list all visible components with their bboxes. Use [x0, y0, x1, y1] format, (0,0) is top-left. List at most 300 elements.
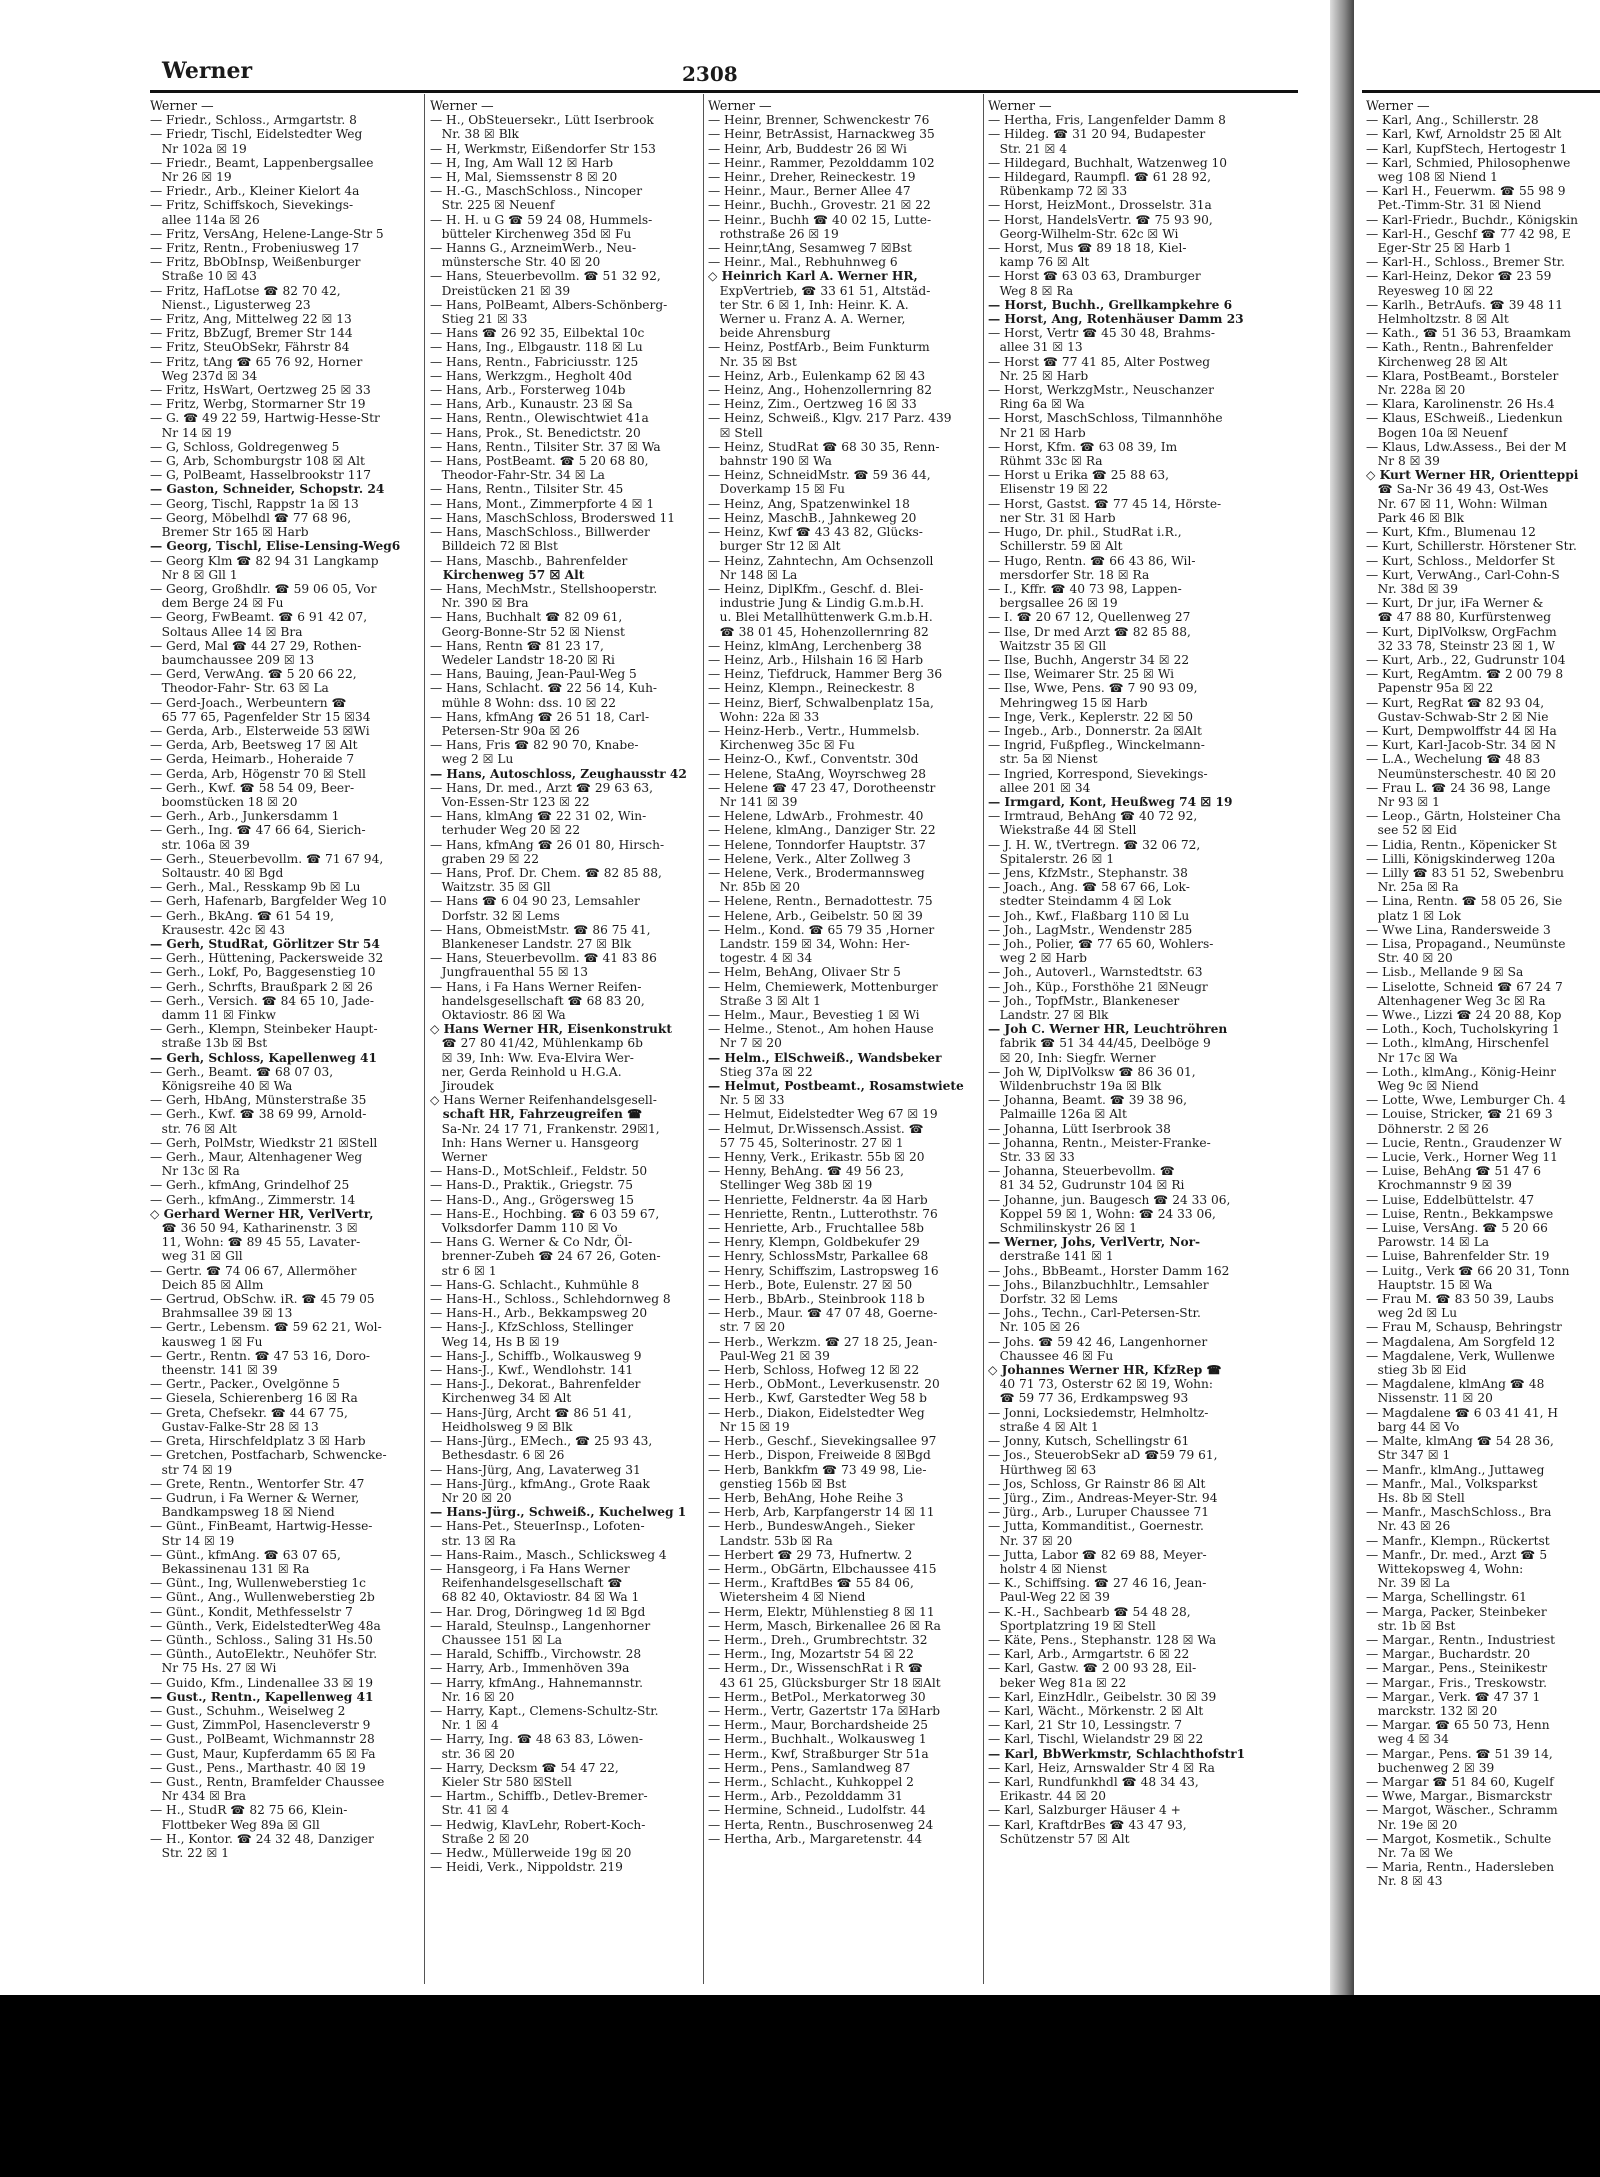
directory-entry: Königsreihe 40 ☒ Wa [150, 1079, 293, 1094]
directory-entry: Nr 93 ☒ 1 [1366, 794, 1440, 809]
directory-entry: — Joh W, DiplVolksw ☎ 86 36 01, [988, 1064, 1196, 1079]
directory-entry: — Friedr., Beamt, Lappenbergsallee [150, 155, 374, 170]
directory-entry: — Hedwig, KlavLehr, Robert-Koch- [430, 1817, 646, 1832]
directory-entry: — Heinz-Herb., Vertr., Hummelsb. [708, 723, 920, 738]
directory-entry: — Gust., PolBeamt, Wichmannstr 28 [150, 1732, 375, 1747]
directory-entry: — Herb, BehAng, Hohe Reihe 3 [708, 1490, 904, 1505]
directory-entry: — Horst, HandelsVertr. ☎ 75 93 90, [988, 212, 1213, 227]
directory-entry: — Heinz, Kwf ☎ 43 43 82, Glücks- [708, 525, 923, 540]
directory-entry: Eger-Str 25 ☒ Harb 1 [1366, 241, 1512, 256]
directory-entry: ☎ 38 01 45, Hohenzollernring 82 [708, 624, 929, 639]
directory-entry: — Fritz, Schiffskoch, Sievekings- [150, 198, 354, 213]
directory-entry: — K., Schiffsing. ☎ 27 46 16, Jean- [988, 1576, 1207, 1591]
directory-entry: weg 4 ☒ 34 [1366, 1732, 1449, 1747]
directory-entry: münstersche Str. 40 ☒ 20 [430, 255, 601, 270]
directory-entry: Nr. 85b ☒ 20 [708, 880, 801, 895]
directory-entry: — Gerh, PolMstr, Wiedkstr 21 ☒Stell [150, 1135, 378, 1150]
directory-entry: ter Str. 6 ☒ 1, Inh: Heinr. K. A. [708, 297, 909, 312]
directory-entry: — Herb., Maur. ☎ 47 07 48, Goerne- [708, 1306, 938, 1321]
directory-entry: Nr 7 ☒ 20 [708, 1036, 782, 1051]
directory-entry: — Johs., Bilanzbuchhltr., Lemsahler [988, 1277, 1209, 1292]
directory-entry: — Manfr., Dr. med., Arzt ☎ 5 [1366, 1547, 1548, 1562]
directory-entry: — Hans, Fris ☎ 82 90 70, Knabe- [430, 738, 639, 753]
directory-entry: straße 13b ☒ Bst [150, 1036, 268, 1051]
directory-entry: — H., StudR ☎ 82 75 66, Klein- [150, 1803, 348, 1818]
directory-entry: str. 36 ☒ 20 [430, 1746, 515, 1761]
directory-entry: — Gerh, Hafenarb, Bargfelder Weg 10 [150, 894, 387, 909]
directory-entry: Gustav-Schwab-Str 2 ☒ Nie [1366, 709, 1549, 724]
directory-entry: — Johanna, Lütt Iserbrook 38 [988, 1121, 1171, 1136]
directory-entry: — Heinz-O., Kwf., Conventstr. 30d [708, 752, 919, 767]
directory-entry: — Kurt, Arb., 22, Gudrunstr 104 [1366, 652, 1566, 667]
directory-entry: stedter Steindamm 4 ☒ Lok [988, 894, 1172, 909]
directory-entry: — Gerd-Joach., Werbeuntern ☎ [150, 695, 347, 710]
column-head: Werner — [988, 99, 1052, 113]
directory-entry: — Wwe Lina, Randersweide 3 [1366, 922, 1551, 937]
directory-entry: — Herm, Masch, Birkenallee 26 ☒ Ra [708, 1618, 941, 1633]
directory-entry: Nr. 16 ☒ 20 [430, 1689, 515, 1704]
directory-entry: — H. H. u G ☎ 59 24 08, Hummels- [430, 212, 653, 227]
directory-entry: — Klaus, Ldw.Assess., Bei der M [1366, 439, 1567, 454]
directory-entry: Kirchenweg 35c ☒ Fu [708, 738, 855, 753]
directory-entry: — Gerda, Arb, Högenstr 70 ☒ Stell [150, 766, 366, 781]
directory-entry: Nr. 1 ☒ 4 [430, 1718, 499, 1733]
directory-entry: Hauptstr. 15 ☒ Wa [1366, 1277, 1493, 1292]
directory-entry: — Kurt, Dr jur, iFa Werner & [1366, 596, 1544, 611]
directory-entry: — Gerh., kfmAng., Zimmerstr. 14 [150, 1192, 356, 1207]
directory-entry: — Helene, LdwArb., Frohmestr. 40 [708, 809, 924, 824]
directory-entry: ner Str. 31 ☒ Harb [988, 510, 1116, 525]
directory-entry: — Ingried, Korrespond, Sievekings- [988, 766, 1208, 781]
directory-entry: handelsgesellschaft ☎ 68 83 20, [430, 993, 645, 1008]
directory-entry: — Hans, MechMstr., Stellshooperstr. [430, 581, 658, 596]
directory-entry: — Lisa, Propagand., Neumünste [1366, 936, 1566, 951]
directory-entry: — Georg, FwBeamt. ☎ 6 91 42 07, [150, 610, 368, 625]
directory-entry: allee 201 ☒ 34 [988, 780, 1091, 795]
column-divider [703, 94, 704, 1984]
directory-entry: — Magdalene, Verk, Wullenwe [1366, 1348, 1555, 1363]
directory-entry: — Hans, Rentn., Tilsiter Str. 37 ☒ Wa [430, 439, 661, 454]
directory-entry: — Fritz, BbObInsp, Weißenburger [150, 255, 361, 270]
directory-entry: togestr. 4 ☒ 34 [708, 951, 813, 966]
directory-entry: Wedeler Landstr 18-20 ☒ Ri [430, 652, 615, 667]
directory-entry: Landstr. 159 ☒ 34, Wohn: Her- [708, 936, 910, 951]
directory-entry: — Louise, Stricker, ☎ 21 69 3 [1366, 1107, 1553, 1122]
directory-entry: — Margar., Rentn., Industriest [1366, 1632, 1555, 1647]
directory-entry: ExpVertrieb, ☎ 33 61 51, Altstäd- [708, 283, 931, 298]
directory-entry: Str. 225 ☒ Neuenf [430, 198, 555, 213]
directory-entry: — Hans, Schlacht. ☎ 22 56 14, Kuh- [430, 681, 658, 696]
directory-entry: — Herm., Dr., WissenschRat i R ☎ [708, 1661, 923, 1676]
directory-entry: Oktaviostr. 86 ☒ Wa [430, 1008, 566, 1022]
directory-entry: beide Ahrensburg [708, 326, 831, 341]
directory-entry: — Fritz, tAng ☎ 65 76 92, Horner [150, 354, 363, 369]
directory-entry: — Helene ☎ 47 23 47, Dorotheenstr [708, 780, 936, 795]
directory-entry: — Herb., BbArb., Steinbrook 118 b [708, 1292, 925, 1307]
directory-entry: — Marga, Packer, Steinbeker [1366, 1604, 1547, 1619]
directory-entry: Dorfstr. 32 ☒ Lems [988, 1292, 1118, 1307]
directory-entry: — Hans-J., Dekorat., Bahrenfelder [430, 1377, 641, 1392]
directory-entry: 68 82 40, Oktaviostr. 84 ☒ Wa 1 [430, 1590, 640, 1605]
directory-entry: — Hans-E., Hochbing. ☎ 6 03 59 67, [430, 1206, 660, 1221]
directory-entry: — Irmgard, Kont, Heußweg 74 ☒ 19 [988, 794, 1233, 809]
directory-entry: — Heinr., Buchh ☎ 40 02 15, Lutte- [708, 212, 932, 227]
directory-entry: — Helm, Chemiewerk, Mottenburger [708, 979, 938, 994]
directory-entry: Altenhagener Weg 3c ☒ Ra [1366, 993, 1546, 1008]
directory-entry: derstraße 141 ☒ 1 [988, 1249, 1114, 1264]
directory-entry: Nr. 38d ☒ 39 [1366, 581, 1459, 596]
directory-entry: str. 76 ☒ Alt [150, 1121, 237, 1136]
directory-entry: — Hugo, Dr. phil., StudRat i.R., [988, 525, 1182, 540]
directory-entry: Hürthweg ☒ 63 [988, 1462, 1097, 1477]
directory-entry: Wohn: 22a ☒ 33 [708, 709, 820, 724]
directory-entry: 65 77 65, Pagenfelder Str 15 ☒34 [150, 709, 371, 724]
directory-entry: — Lilli, Königskinderweg 120a [1366, 851, 1556, 866]
directory-entry: — Herm., Vertr, Gazertstr 17a ☒Harb [708, 1703, 941, 1718]
directory-entry: 43 61 25, Glücksburger Str 18 ☒Alt [708, 1675, 941, 1690]
directory-entry: — Hans, Dr. med., Arzt ☎ 29 63 63, [430, 780, 654, 795]
directory-entry: — Johs., BbBeamt., Horster Damm 162 [988, 1263, 1230, 1278]
directory-entry: — Hans, kfmAng ☎ 26 01 80, Hirsch- [430, 837, 665, 852]
directory-entry: Parowstr. 14 ☒ La [1366, 1235, 1490, 1250]
directory-entry: Straße 2 ☒ 20 [430, 1831, 530, 1846]
directory-entry: — Karlh., BetrAufs. ☎ 39 48 11 [1366, 297, 1564, 312]
directory-entry: — Gertr., Packer., Ovelgönne 5 [150, 1377, 340, 1392]
directory-entry: — Hans, Ing., Elbgaustr. 118 ☒ Lu [430, 340, 643, 355]
directory-entry: — Hans, Maschb., Bahrenfelder [430, 553, 628, 568]
directory-entry: Döhnerstr. 2 ☒ 26 [1366, 1121, 1489, 1136]
directory-entry: — Friedr, Tischl, Eidelstedter Weg [150, 127, 363, 142]
directory-entry: Kirchenweg 34 ☒ Alt [430, 1391, 572, 1406]
directory-entry: — Kurt, DiplVolksw, OrgFachm [1366, 624, 1557, 639]
directory-entry: — Helene, Verk., Alter Zollweg 3 [708, 851, 911, 866]
directory-entry: — Joh., TopfMstr., Blankeneser [988, 993, 1180, 1008]
directory-entry: — Helene, Verk., Brodermannsweg [708, 865, 925, 880]
directory-entry: — Günth., Schloss., Saling 31 Hs.50 [150, 1632, 373, 1647]
directory-entry: Rübenkamp 72 ☒ 33 [988, 184, 1128, 199]
directory-entry: — Ingrid, Fußpfleg., Winckelmann- [988, 738, 1205, 753]
directory-entry: — Herb., Werkzm. ☎ 27 18 25, Jean- [708, 1334, 938, 1349]
directory-entry: — Karl, Ang., Schillerstr. 28 [1366, 113, 1539, 128]
directory-entry: — Luise, BehAng ☎ 51 47 6 [1366, 1164, 1542, 1179]
directory-entry: Nr. 38 ☒ Blk [430, 127, 519, 142]
directory-entry: — Inge, Verk., Keplerstr. 22 ☒ 50 [988, 709, 1194, 724]
directory-entry: — Hertha, Arb., Margaretenstr. 44 [708, 1831, 923, 1846]
directory-entry: Bogen 10a ☒ Neuenf [1366, 425, 1508, 440]
directory-entry: — H., ObSteuersekr., Lütt Iserbrook [430, 113, 654, 128]
directory-entry: Stellinger Weg 38b ☒ 19 [708, 1178, 873, 1193]
directory-entry: str. 7 ☒ 20 [708, 1320, 785, 1335]
directory-entry: Paul-Weg 22 ☒ 39 [988, 1590, 1110, 1605]
directory-entry: — Hans, Rentn., Fabriciusstr. 125 [430, 354, 639, 369]
directory-entry: Nr 434 ☒ Bra [150, 1789, 246, 1804]
directory-entry: Wittekopsweg 4, Wohn: [1366, 1561, 1524, 1576]
directory-entry: Straße 10 ☒ 43 [150, 269, 257, 284]
directory-entry: — Gust., Rentn, Bramfelder Chaussee [150, 1774, 385, 1789]
directory-entry: — Hans ☎ 6 04 90 23, Lemsahler [430, 894, 640, 909]
directory-entry: Theodor-Fahr- Str. 63 ☒ La [150, 681, 329, 696]
directory-entry: Von-Essen-Str 123 ☒ 22 [430, 794, 590, 809]
directory-entry: — Harry, Arb., Immenhöven 39a [430, 1661, 630, 1676]
directory-entry: Pet.-Timm-Str. 31 ☒ Niend [1366, 198, 1542, 213]
directory-entry: — Ilse, Buchh, Angerstr 34 ☒ 22 [988, 652, 1190, 667]
directory-entry: — Karl, Arb., Armgartstr. 6 ☒ 22 [988, 1647, 1190, 1662]
directory-entry: — Werner, Johs, VerlVertr, Nor- [988, 1235, 1201, 1250]
directory-entry: — Fritz, VersAng, Helene-Lange-Str 5 [150, 226, 384, 241]
directory-entry: — Hans-H., Schloss., Schlehdornweg 8 [430, 1292, 671, 1307]
directory-entry: Spitalerstr. 26 ☒ 1 [988, 851, 1115, 866]
directory-entry: — Gaston, Schneider, Schopstr. 24 [150, 482, 385, 497]
directory-entry: — I. ☎ 20 67 12, Quellenweg 27 [988, 610, 1191, 625]
directory-entry: — Hans, PostBeamt. ☎ 5 20 68 80, [430, 454, 649, 469]
directory-entry: — Hans, Buchhalt ☎ 82 09 61, [430, 610, 623, 625]
directory-entry: — Gerh, Schloss, Kapellenweg 41 [150, 1050, 378, 1065]
directory-entry: — Margar., Buchardstr. 20 [1366, 1647, 1531, 1662]
directory-entry: see 52 ☒ Eid [1366, 823, 1457, 838]
directory-entry: Nr. 39 ☒ La [1366, 1576, 1451, 1591]
directory-entry: str. 106a ☒ 39 [150, 837, 250, 852]
directory-entry: ◇ Heinrich Karl A. Werner HR, [708, 269, 918, 284]
directory-entry: — Margar., Pens., Steinikestr [1366, 1661, 1548, 1676]
directory-entry: — Greta, Hirschfeldplatz 3 ☒ Harb [150, 1434, 366, 1449]
directory-entry: str. 1b ☒ Bst [1366, 1618, 1456, 1633]
directory-entry: Bethesdastr. 6 ☒ 26 [430, 1448, 565, 1463]
directory-entry: — Henry, SchlossMstr, Parkallee 68 [708, 1249, 929, 1264]
directory-entry: — J. H. W., tVertregn. ☎ 32 06 72, [988, 837, 1201, 852]
directory-entry: — Heinz, Ang., Hohenzollernring 82 [708, 383, 932, 398]
directory-entry: — Günt., kfmAng. ☎ 63 07 65, [150, 1547, 341, 1562]
directory-entry: — Gertr., Rentn. ☎ 47 53 16, Doro- [150, 1348, 371, 1363]
directory-entry: Georg-Bonne-Str 52 ☒ Nienst [430, 624, 625, 639]
directory-entry: — Klara, Karolinenstr. 26 Hs.4 [1366, 397, 1555, 412]
directory-entry: — Gerh., kfmAng, Grindelhof 25 [150, 1178, 350, 1193]
directory-entry: ☎ 47 88 80, Kurfürstenweg [1366, 610, 1552, 625]
column-head: Werner — [150, 99, 214, 113]
directory-entry: — G. ☎ 49 22 59, Hartwig-Hesse-Str [150, 411, 380, 426]
directory-entry: Bekassinenau 131 ☒ Ra [150, 1561, 310, 1576]
directory-entry: Flottbeker Weg 89a ☒ Gll [150, 1817, 320, 1832]
directory-entry: — Lilly ☎ 83 51 52, Swebenbru [1366, 865, 1565, 880]
running-head: Werner [162, 58, 253, 84]
directory-entry: — Hans, Rentn., Tilsiter Str. 45 [430, 482, 624, 497]
directory-entry: rothstraße 26 ☒ 19 [708, 226, 839, 241]
directory-entry: beker Weg 81a ☒ 22 [988, 1675, 1127, 1690]
directory-entry: — Ilse, Wwe, Pens. ☎ 7 90 93 09, [988, 681, 1198, 696]
directory-entry: — Greta, Chefsekr. ☎ 44 67 75, [150, 1405, 348, 1420]
directory-entry: — Gust., Rentn., Kapellenweg 41 [150, 1689, 374, 1704]
directory-entry: — Horst ☎ 63 03 63, Dramburger [988, 269, 1201, 284]
directory-entry: — Hans-Pet., SteuerInsp., Lofoten- [430, 1519, 645, 1534]
directory-entry: — H., Kontor. ☎ 24 32 48, Danziger [150, 1831, 374, 1846]
directory-entry: — Johanna, Steuerbevollm. ☎ [988, 1164, 1175, 1179]
directory-entry: — Luitg., Verk ☎ 66 20 31, Tonn [1366, 1263, 1570, 1278]
directory-entry: — Henny, BehAng. ☎ 49 56 23, [708, 1164, 905, 1179]
directory-entry: ◇ Hans Werner HR, Eisenkonstrukt [430, 1022, 672, 1037]
directory-entry: — Fritz, BbZugf, Bremer Str 144 [150, 326, 353, 341]
facing-column [1366, 99, 1600, 1979]
directory-entry: — Herb., Kwf, Garstedter Weg 58 b [708, 1391, 927, 1406]
directory-entry: — Günth., AutoElektr., Neuhöfer Str. [150, 1647, 378, 1662]
directory-entry: — Lina, Rentn. ☎ 58 05 26, Sie [1366, 894, 1563, 909]
directory-entry: — Marga, Schellingstr. 61 [1366, 1590, 1527, 1605]
directory-entry: — Heinr, Brenner, Schwenckestr 76 [708, 113, 930, 128]
directory-entry: — Herm, Elektr, Mühlenstieg 8 ☒ 11 [708, 1604, 935, 1619]
directory-entry: — Hildeg. ☎ 31 20 94, Budapester [988, 127, 1206, 142]
directory-entry: — Gerh., Schrfts, Braußpark 2 ☒ 26 [150, 979, 373, 994]
directory-entry: Nissenstr. 11 ☒ 20 [1366, 1391, 1493, 1406]
directory-entry: — Johs., Techn., Carl-Petersen-Str. [988, 1306, 1201, 1321]
directory-entry: Gustav-Falke-Str 28 ☒ 13 [150, 1419, 319, 1434]
directory-entry: — Friedr., Arb., Kleiner Kielort 4a [150, 184, 360, 199]
directory-entry: Weg 8 ☒ Ra [988, 283, 1074, 298]
directory-entry: — Har. Drog, Döringweg 1d ☒ Bgd [430, 1604, 646, 1619]
directory-entry: — Maria, Rentn., Hadersleben [1366, 1860, 1555, 1875]
directory-entry: Str. 40 ☒ 20 [1366, 951, 1453, 966]
directory-entry: — Hans, klmAng ☎ 22 31 02, Win- [430, 809, 647, 824]
directory-entry: — Henny, Verk., Erikastr. 55b ☒ 20 [708, 1150, 925, 1165]
directory-entry: genstieg 156b ☒ Bst [708, 1476, 847, 1491]
directory-entry: — Heinz, Arb., Hilshain 16 ☒ Harb [708, 652, 923, 667]
directory-entry: — Herm., Maur, Borchardsheide 25 [708, 1718, 929, 1733]
column-divider [983, 94, 984, 1984]
directory-entry: — Karl-Friedr., Buchdr., Königskin [1366, 212, 1579, 227]
directory-entry: — Heinz, Schweiß., Klgv. 217 Parz. 439 [708, 411, 952, 426]
directory-entry: ◇ Hans Werner Reifenhandelsgesell- [430, 1093, 657, 1108]
directory-entry: — Hans-G. Schlacht., Kuhmühle 8 [430, 1277, 640, 1292]
column-divider [424, 94, 425, 1984]
directory-entry: Nr. 390 ☒ Bra [430, 596, 529, 611]
directory-entry: — Horst, MaschSchloss, Tilmannhöhe [988, 411, 1223, 426]
directory-entry: — Hans-D., Praktik., Griegstr. 75 [430, 1178, 633, 1193]
directory-entry: — Hans-J., KfzSchloss, Stellinger [430, 1320, 634, 1335]
directory-entry: Dreistücken 21 ☒ 39 [430, 283, 571, 298]
directory-entry: — Gertrud, ObSchw. iR. ☎ 45 79 05 [150, 1292, 375, 1307]
directory-entry: — Georg, Tischl, Rappstr 1a ☒ 13 [150, 496, 359, 511]
directory-entry: Soltaustr. 40 ☒ Bgd [150, 865, 284, 880]
directory-entry: — Karl, Kwf, Arnoldstr 25 ☒ Alt [1366, 127, 1562, 142]
directory-entry: — Fritz, Rentn., Frobeniusweg 17 [150, 241, 360, 256]
directory-entry: — Kurt, Karl-Jacob-Str. 34 ☒ N [1366, 738, 1556, 753]
directory-entry: — Henriette, Feldnerstr. 4a ☒ Harb [708, 1192, 928, 1207]
directory-entry: Blankeneser Landstr. 27 ☒ Blk [430, 936, 632, 951]
directory-entry: — Herta, Rentn., Buschrosenweg 24 [708, 1817, 934, 1832]
directory-entry: — Gerh., Kwf. ☎ 58 54 09, Beer- [150, 780, 355, 795]
directory-entry: — Gust., Schuhm., Weiselweg 2 [150, 1703, 346, 1718]
directory-entry: 32 33 78, Steinstr 23 ☒ 1, W [1366, 638, 1555, 653]
directory-entry: Nienst., Ligusterweg 23 [150, 297, 311, 312]
directory-entry: Nr. 8 ☒ 43 [1366, 1874, 1443, 1889]
directory-entry: Werner u. Franz A. A. Werner, [708, 312, 906, 327]
directory-entry: — Hans-D., MotSchleif., Feldstr. 50 [430, 1164, 648, 1179]
directory-entry: — Fritz, Werbg, Stormarner Str 19 [150, 397, 366, 412]
directory-entry: — Hans, Bauing, Jean-Paul-Weg 5 [430, 667, 637, 682]
directory-entry: Nr 21 ☒ Harb [988, 425, 1086, 440]
directory-entry: — Heinz, Klempn., Reineckestr. 8 [708, 681, 915, 696]
directory-entry: — Harry, Decksm ☎ 54 47 22, [430, 1760, 619, 1775]
directory-entry: — Hans, MaschSchloss., Billwerder [430, 525, 650, 540]
directory-entry: — Jürg., Arb., Luruper Chaussee 71 [988, 1505, 1210, 1520]
directory-entry: mühle 8 Wohn: dss. 10 ☒ 22 [430, 695, 616, 710]
directory-entry: — Horst, HeizMont., Drosselstr. 31a [988, 198, 1212, 213]
directory-entry: Nr 141 ☒ 39 [708, 794, 798, 809]
directory-entry: — Karl, Gastw. ☎ 2 00 93 28, Eil- [988, 1661, 1197, 1676]
directory-entry: — Gerh., Maur, Altenhagener Weg [150, 1150, 363, 1165]
directory-entry: buchenweg 2 ☒ 39 [1366, 1760, 1495, 1775]
directory-entry: — Klara, PostBeamt., Borsteler [1366, 368, 1559, 383]
directory-entry: — Hermine, Schneid., Ludolfstr. 44 [708, 1803, 926, 1818]
directory-entry: — Hans-H., Arb., Bekkampsweg 20 [430, 1306, 648, 1321]
directory-entry: — Heinr, Arb, Buddestr 26 ☒ Wi [708, 141, 907, 156]
directory-entry: Theodor-Fahr-Str. 34 ☒ La [430, 468, 605, 483]
directory-entry: — Herm., Arb., Pezolddamm 31 [708, 1789, 903, 1804]
directory-entry: — Heinz, Zahntechn, Am Ochsenzoll [708, 553, 934, 568]
directory-entry: — Herm., Ing, Mozartstr 54 ☒ 22 [708, 1647, 914, 1662]
directory-entry: Volksdorfer Damm 110 ☒ Vo [430, 1221, 618, 1236]
directory-entry: — Magdalena, Am Sorgfeld 12 [1366, 1334, 1556, 1349]
directory-entry: — Gerd, Mal ☎ 44 27 29, Rothen- [150, 638, 362, 653]
directory-entry: — Gerda, Heimarb., Hoheraide 7 [150, 752, 355, 767]
directory-entry: — Heinr,tAng, Sesamweg 7 ☒Bst [708, 241, 912, 256]
directory-entry: Petersen-Str 90a ☒ 26 [430, 723, 580, 738]
directory-entry: — Johs. ☎ 59 42 46, Langenhorner [988, 1334, 1208, 1349]
directory-entry: Heidholsweg 9 ☒ Blk [430, 1419, 573, 1434]
directory-entry: — Gerh., BkAng. ☎ 61 54 19, [150, 908, 335, 923]
directory-entry: Jungfrauenthal 55 ☒ 13 [430, 965, 588, 980]
directory-entry: ☒ Stell [708, 425, 763, 440]
directory-entry: — Joach., Ang. ☎ 58 67 66, Lok- [988, 880, 1190, 895]
directory-entry: — Herb., Geschf., Sievekingsallee 97 [708, 1434, 937, 1449]
directory-entry: Schillerstr. 59 ☒ Alt [988, 539, 1123, 554]
directory-entry: — Gerh, HbAng, Münsterstraße 35 [150, 1093, 367, 1108]
directory-entry: — Fritz, HafLotse ☎ 82 70 42, [150, 283, 341, 298]
directory-entry: — G, Schloss, Goldregenweg 5 [150, 439, 340, 454]
directory-entry: Nr 20 ☒ 20 [430, 1490, 512, 1505]
directory-entry: — Günt., FinBeamt, Hartwig-Hesse- [150, 1519, 373, 1534]
column-2 [430, 99, 700, 1979]
directory-entry: — Joh., Polier, ☎ 77 65 60, Wohlers- [988, 936, 1214, 951]
directory-entry: — Loth., klmAng, Hirschenfel [1366, 1036, 1549, 1051]
directory-entry: ☎ 27 80 41/42, Mühlenkamp 6b [430, 1036, 643, 1051]
directory-entry: — Luise, Eddelbüttelstr. 47 [1366, 1192, 1535, 1207]
directory-entry: — Harry, kfmAng., Hahnemannstr. [430, 1675, 643, 1690]
directory-entry: — Hans, Autoschloss, Zeughausstr 42 [430, 766, 687, 781]
directory-entry: Straße 3 ☒ Alt 1 [708, 993, 821, 1008]
directory-entry: — Heinz, Bierf, Schwalbenplatz 15a, [708, 695, 934, 710]
directory-entry: — Georg, Großhdlr. ☎ 59 06 05, Vor [150, 581, 377, 596]
directory-entry: — Heinz, PostfArb., Beim Funkturm [708, 340, 930, 355]
directory-entry: — H, Werkmstr, Eißendorfer Str 153 [430, 141, 656, 156]
facing-page [1354, 0, 1600, 1995]
directory-entry: — Herm., Schlacht., Kuhkoppel 2 [708, 1774, 914, 1789]
directory-entry: Soltaus Allee 14 ☒ Bra [150, 624, 303, 639]
directory-entry: baumchaussee 209 ☒ 13 [150, 652, 315, 667]
directory-entry: Erikastr. 44 ☒ 20 [988, 1789, 1106, 1804]
column-3 [708, 99, 980, 1979]
directory-entry: Kirchenweg 57 ☒ Alt [430, 567, 585, 582]
directory-entry: — Hans-Jürg., EMech., ☎ 25 93 43, [430, 1434, 653, 1449]
directory-entry: — Hans, ObmeistMstr. ☎ 86 75 41, [430, 922, 651, 937]
directory-entry: — Gerh., Mal., Resskamp 9b ☒ Lu [150, 880, 361, 895]
directory-entry: bergsallee 26 ☒ 19 [988, 596, 1118, 611]
directory-entry: Georg-Wilhelm-Str. 62c ☒ Wi [988, 226, 1179, 241]
directory-entry: theenstr. 141 ☒ 39 [150, 1363, 278, 1378]
directory-entry: Nr 75 Hs. 27 ☒ Wi [150, 1661, 277, 1676]
directory-entry: Str. 22 ☒ 1 [150, 1845, 230, 1860]
directory-entry: — Hans, Prof. Dr. Chem. ☎ 82 85 88, [430, 865, 662, 880]
directory-entry: Stieg 37a ☒ 22 [708, 1064, 813, 1079]
directory-entry: — Karl, KupfStech, Hertogestr 1 [1366, 141, 1568, 156]
directory-entry: — Horst, Vertr ☎ 45 30 48, Brahms- [988, 326, 1215, 341]
